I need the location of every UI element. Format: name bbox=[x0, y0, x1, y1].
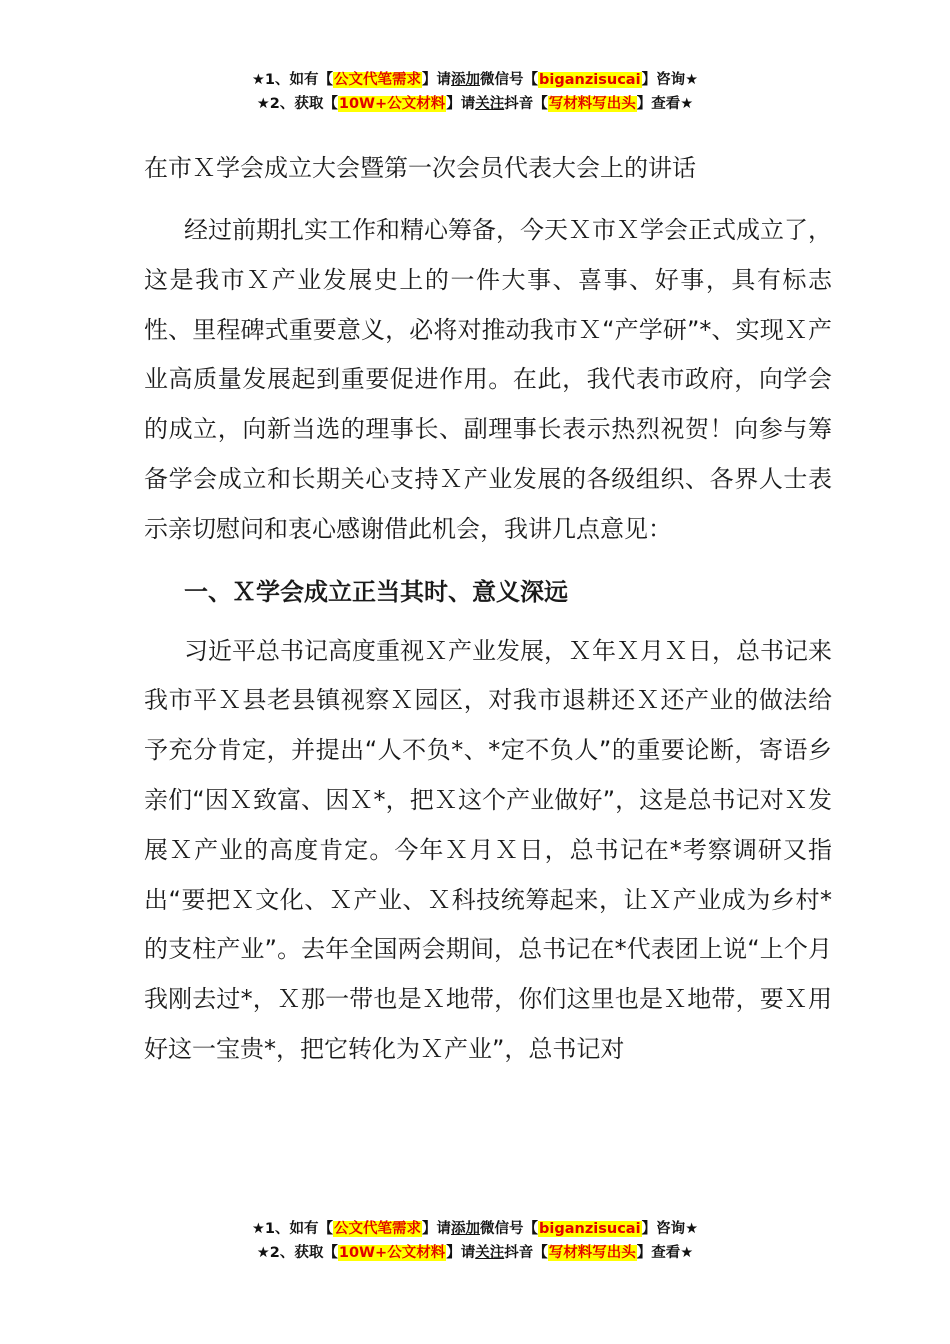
highlight-text: 10W+公文材料 bbox=[338, 1245, 446, 1261]
banner-text: ★2、获取【 bbox=[256, 1245, 338, 1261]
banner-text: 】咨询★ bbox=[641, 72, 699, 88]
highlight-text: 公文代笔需求 bbox=[334, 72, 422, 88]
underlined-text: 添加 bbox=[451, 72, 481, 88]
banner-text: 抖音【 bbox=[504, 96, 548, 112]
banner-text: 】查看★ bbox=[636, 96, 694, 112]
banner-line-2 bbox=[0, 92, 950, 116]
underlined-text: 关注 bbox=[475, 1245, 505, 1261]
banner-line-2 bbox=[0, 1241, 950, 1265]
document-title: 在市Ｘ学会成立大会暨第一次会员代表大会上的讲话 bbox=[144, 154, 696, 182]
paragraph-section-1: 习近平总书记高度重视Ｘ产业发展，Ｘ年Ｘ月Ｘ日，总书记来我市平Ｘ县老县镇视察Ｘ园区，对我市退耕还Ｘ还产业的做法给予充分肯定，并提出“人不负*、*定不负人”的重要论断，寄语乡亲们“因Ｘ致富、因Ｘ*，把Ｘ这个产业做好”，这是总书记对Ｘ发展Ｘ产业的高度肯定。今年Ｘ月Ｘ日，总书记在*考察调研又指出“要把Ｘ文化、Ｘ产业、Ｘ科技统筹起来，让Ｘ产业成为乡村*的支柱产业”。去年全国两会期间，总书记在*代表团上说“上个月我刚去过*，Ｘ那一带也是Ｘ地带，你们这里也是Ｘ地带，要Ｘ用好这一宝贵*，把它转化为Ｘ产业”，总书记对 bbox=[144, 636, 832, 1063]
highlight-text: 10W+公文材料 bbox=[338, 96, 446, 112]
paragraph-intro: 经过前期扎实工作和精心筹备，今天Ｘ市Ｘ学会正式成立了，这是我市Ｘ产业发展史上的一件大事、喜事、好事，具有标志性、里程碑式重要意义，必将对推动我市Ｘ“产学研”*、实现Ｘ产业高质量发展起到重要促进作用。在此，我代表市政府，向学会的成立，向新当选的理事长、副理事长表示热烈祝贺！向参与筹备学会成立和长期关心支持Ｘ产业发展的各级组织、各界人士表示亲切慰问和衷心感谢借此机会，我讲几点意见： bbox=[144, 216, 832, 543]
wechat-id: biganzisucai bbox=[539, 72, 641, 88]
banner-text: 抖音【 bbox=[504, 1245, 548, 1261]
banner-text: 】请 bbox=[422, 72, 452, 88]
underlined-text: 添加 bbox=[451, 1221, 481, 1237]
banner-line-1 bbox=[0, 68, 950, 92]
highlight-text: 公文代笔需求 bbox=[334, 1221, 422, 1237]
footer-banner bbox=[0, 1217, 950, 1265]
douyin-id: 写材料写出头 bbox=[548, 1245, 636, 1261]
wechat-id: biganzisucai bbox=[539, 1221, 641, 1237]
douyin-id: 写材料写出头 bbox=[548, 96, 636, 112]
banner-text: ★2、获取【 bbox=[256, 96, 338, 112]
section-heading-1: 一、Ｘ学会成立正当其时、意义深远 bbox=[184, 577, 568, 606]
underlined-text: 关注 bbox=[475, 96, 505, 112]
banner-text: 】请 bbox=[446, 1245, 476, 1261]
banner-text: 微信号【 bbox=[480, 72, 539, 88]
banner-text: 】请 bbox=[422, 1221, 452, 1237]
document-body bbox=[144, 148, 832, 1075]
banner-line-1 bbox=[0, 1217, 950, 1241]
banner-text: ★1、如有【 bbox=[251, 72, 334, 88]
banner-text: 】请 bbox=[446, 96, 476, 112]
header-banner bbox=[0, 68, 950, 116]
banner-text: 微信号【 bbox=[480, 1221, 539, 1237]
banner-text: 】查看★ bbox=[636, 1245, 694, 1261]
banner-text: ★1、如有【 bbox=[251, 1221, 334, 1237]
banner-text: 】咨询★ bbox=[641, 1221, 699, 1237]
